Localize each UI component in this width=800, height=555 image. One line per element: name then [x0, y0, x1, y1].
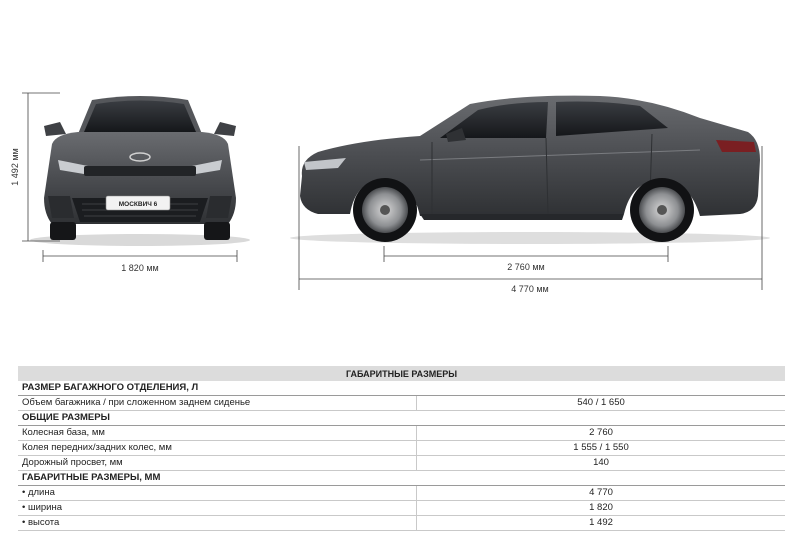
front-view-car: [30, 96, 250, 246]
table-row-label: • высота: [18, 516, 417, 531]
height-dimension-label: 1 492 мм: [10, 148, 20, 186]
table-row-label: Дорожный просвет, мм: [18, 456, 417, 471]
width-dimension-label: 1 820 мм: [121, 263, 159, 273]
dimensions-table: [18, 366, 785, 531]
table-row: [18, 441, 785, 456]
table-row-value: 140: [417, 456, 786, 471]
side-view-car: [290, 96, 770, 244]
table-row-value: 1 820: [417, 501, 786, 516]
table-row-value: 4 770: [417, 486, 786, 501]
table-section-heading: ОБЩИЕ РАЗМЕРЫ: [18, 411, 785, 426]
table-section-heading: ГАБАРИТНЫЕ РАЗМЕРЫ, ММ: [18, 471, 785, 486]
wheelbase-dimension-label: 2 760 мм: [507, 262, 545, 272]
table-section-heading-row: [18, 381, 785, 396]
length-dimension-label: 4 770 мм: [511, 284, 549, 294]
rear-wheel: [630, 178, 694, 242]
table-row: [18, 516, 785, 531]
front-wheel: [353, 178, 417, 242]
table-row: [18, 396, 785, 411]
table-row: [18, 486, 785, 501]
table-section-heading-row: [18, 411, 785, 426]
table-row: [18, 426, 785, 441]
table-section-heading: РАЗМЕР БАГАЖНОГО ОТДЕЛЕНИЯ, Л: [18, 381, 785, 396]
table-row: [18, 456, 785, 471]
table-row-label: • ширина: [18, 501, 417, 516]
table-row-label: • длина: [18, 486, 417, 501]
table-row-value: 540 / 1 650: [417, 396, 786, 411]
table-title: ГАБАРИТНЫЕ РАЗМЕРЫ: [18, 366, 785, 381]
table-row-label: Колесная база, мм: [18, 426, 417, 441]
table-row-label: Объем багажника / при сложенном заднем сиденье: [18, 396, 417, 411]
front-plate-text: МОСКВИЧ 6: [118, 201, 158, 208]
table-row: [18, 501, 785, 516]
table-section-heading-row: [18, 471, 785, 486]
table-row-value: 1 492: [417, 516, 786, 531]
table-title-row: [18, 366, 785, 381]
table-row-value: 2 760: [417, 426, 786, 441]
table-row-label: Колея передних/задних колес, мм: [18, 441, 417, 456]
table-row-value: 1 555 / 1 550: [417, 441, 786, 456]
